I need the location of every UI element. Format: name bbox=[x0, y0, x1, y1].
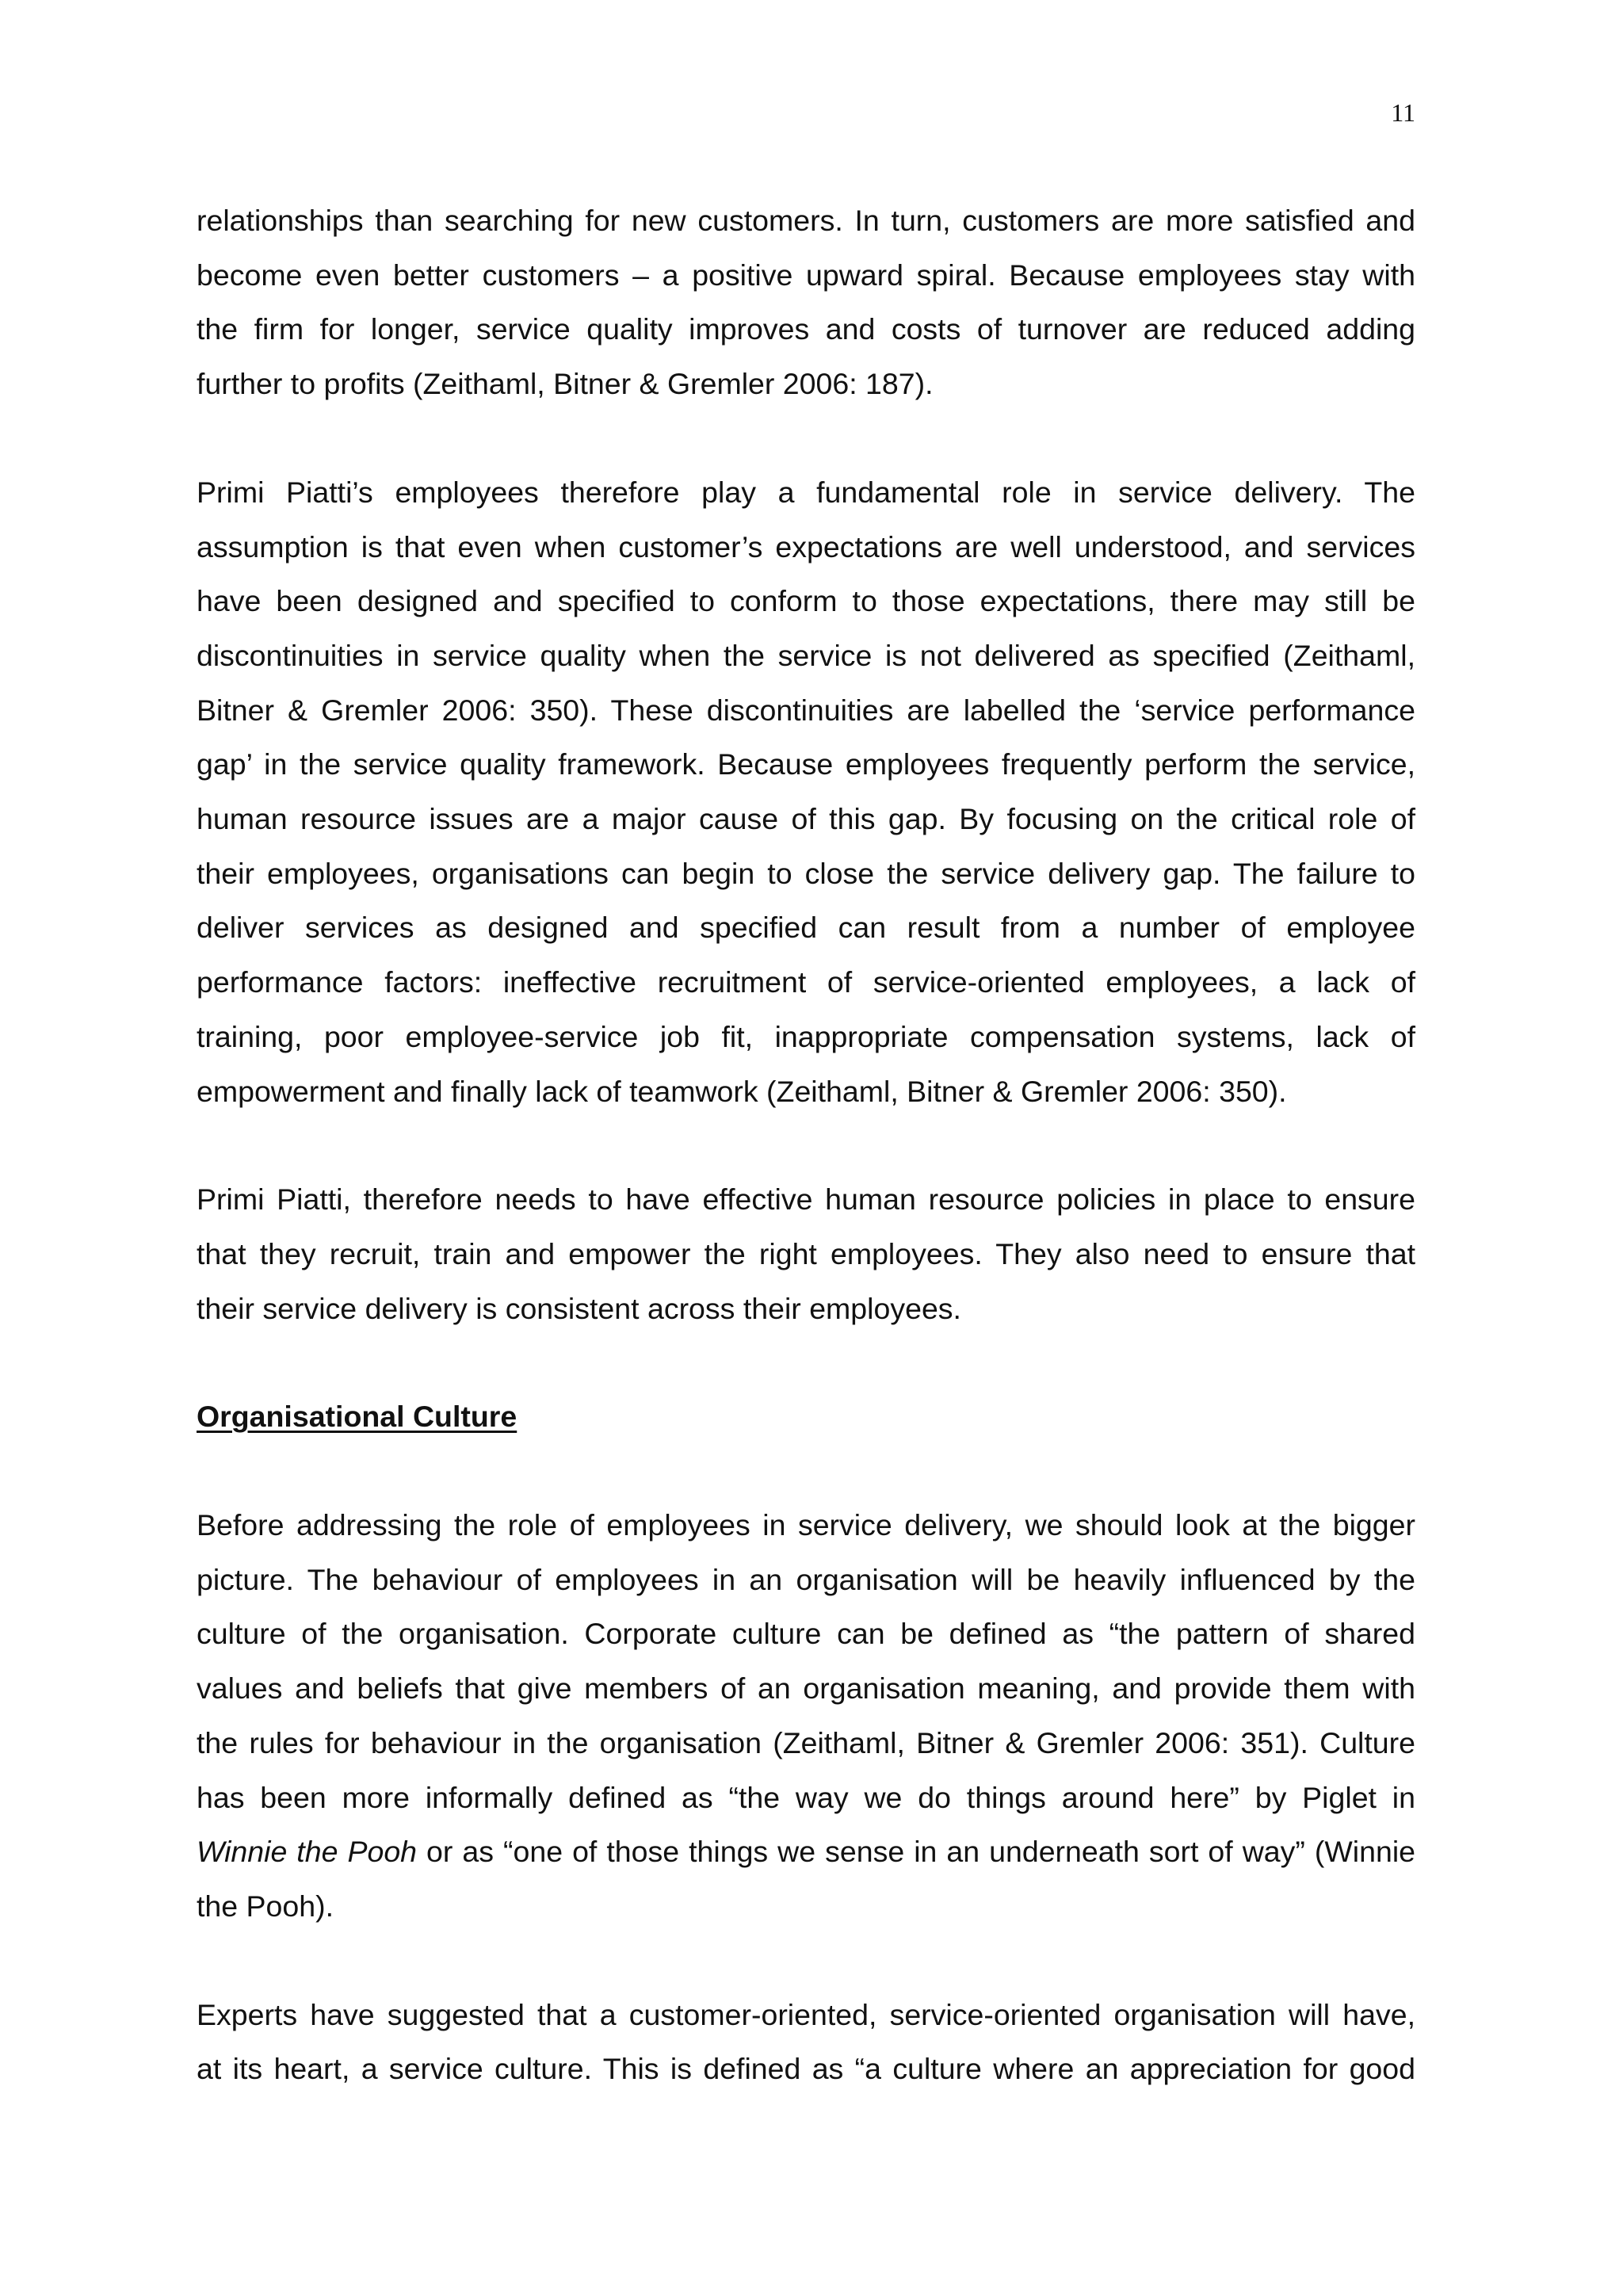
text-segment: or as “one of those things we sense in an underneath sort of way” (Winnie bbox=[417, 1835, 1415, 1869]
text-line: Before addressing the role of employees in service delivery, we should look at the bigger bbox=[197, 1508, 1415, 1542]
text-line: performance factors: ineffective recruitment of service-oriented employees, a lack of bbox=[197, 965, 1415, 999]
page-body bbox=[197, 193, 1415, 2150]
text-line: Bitner & Gremler 2006: 350). These discontinuities are labelled the ‘service performance bbox=[197, 693, 1415, 727]
text-line: Primi Piatti, therefore needs to have effective human resource policies in place to ensure bbox=[197, 1182, 1415, 1217]
text-line: has been more informally defined as “the way we do things around here” by Piglet in bbox=[197, 1780, 1415, 1814]
text-line: picture. The behaviour of employees in an organisation will be heavily influenced by the bbox=[197, 1562, 1415, 1596]
text-line: values and beliefs that give members of an organisation meaning, and provide them with bbox=[197, 1671, 1415, 1706]
text-line: have been designed and specified to conform to those expectations, there may still be bbox=[197, 584, 1415, 618]
text-line: relationships than searching for new customers. In turn, customers are more satisfied and bbox=[197, 204, 1415, 237]
paragraph-organisational-culture bbox=[197, 1498, 1415, 1934]
text-line: Primi Piatti’s employees therefore play a fundamental role in service delivery. The bbox=[197, 475, 1415, 509]
text-line: assumption is that even when customer’s expectations are well understood, and services bbox=[197, 529, 1415, 563]
text-line: empowerment and finally lack of teamwork (Zeithaml, Bitner & Gremler 2006: 350). bbox=[197, 1074, 1287, 1108]
text-line bbox=[197, 1824, 1415, 1879]
text-line: at its heart, a service culture. This is defined as “a culture where an appreciation for good bbox=[197, 2052, 1415, 2086]
text-line: the rules for behaviour in the organisation (Zeithaml, Bitner & Gremler 2006: 351). Culture bbox=[197, 1725, 1415, 1759]
text-line: the Pooh). bbox=[197, 1889, 334, 1923]
book-title: Winnie the Pooh bbox=[197, 1835, 418, 1869]
text-line: culture of the organisation. Corporate culture can be defined as “the pattern of shared bbox=[197, 1617, 1415, 1651]
text-line: their service delivery is consistent across their employees. bbox=[197, 1291, 961, 1325]
section-heading: Organisational Culture bbox=[197, 1400, 517, 1434]
text-line: deliver services as designed and specified can result from a number of employee bbox=[197, 911, 1415, 945]
text-line: the firm for longer, service quality improves and costs of turnover are reduced adding bbox=[197, 312, 1415, 346]
paragraph-employees-role bbox=[197, 465, 1415, 1118]
text-line: human resource issues are a major cause of this gap. By focusing on the critical role of bbox=[197, 802, 1415, 836]
text-line: discontinuities in service quality when the service is not delivered as specified (Zeithaml, bbox=[197, 638, 1415, 672]
page-number: 11 bbox=[1391, 98, 1415, 127]
text-line: become even better customers – a positive upward spiral. Because employees stay with bbox=[197, 258, 1415, 292]
text-line: their employees, organisations can begin to close the service delivery gap. The failure to bbox=[197, 856, 1415, 890]
text-line: gap’ in the service quality framework. Because employees frequently perform the service, bbox=[197, 747, 1415, 781]
paragraph-relationships bbox=[197, 193, 1415, 411]
paragraph-service-culture bbox=[197, 1988, 1415, 2096]
text-line: Experts have suggested that a customer-oriented, service-oriented organisation will have, bbox=[197, 1997, 1415, 2031]
text-line: training, poor employee-service job fit, inappropriate compensation systems, lack of bbox=[197, 1019, 1415, 1053]
text-line: that they recruit, train and empower the right employees. They also need to ensure that bbox=[197, 1236, 1415, 1270]
text-line: further to profits (Zeithaml, Bitner & Gremler 2006: 187). bbox=[197, 367, 934, 401]
paragraph-hr-policies bbox=[197, 1172, 1415, 1335]
